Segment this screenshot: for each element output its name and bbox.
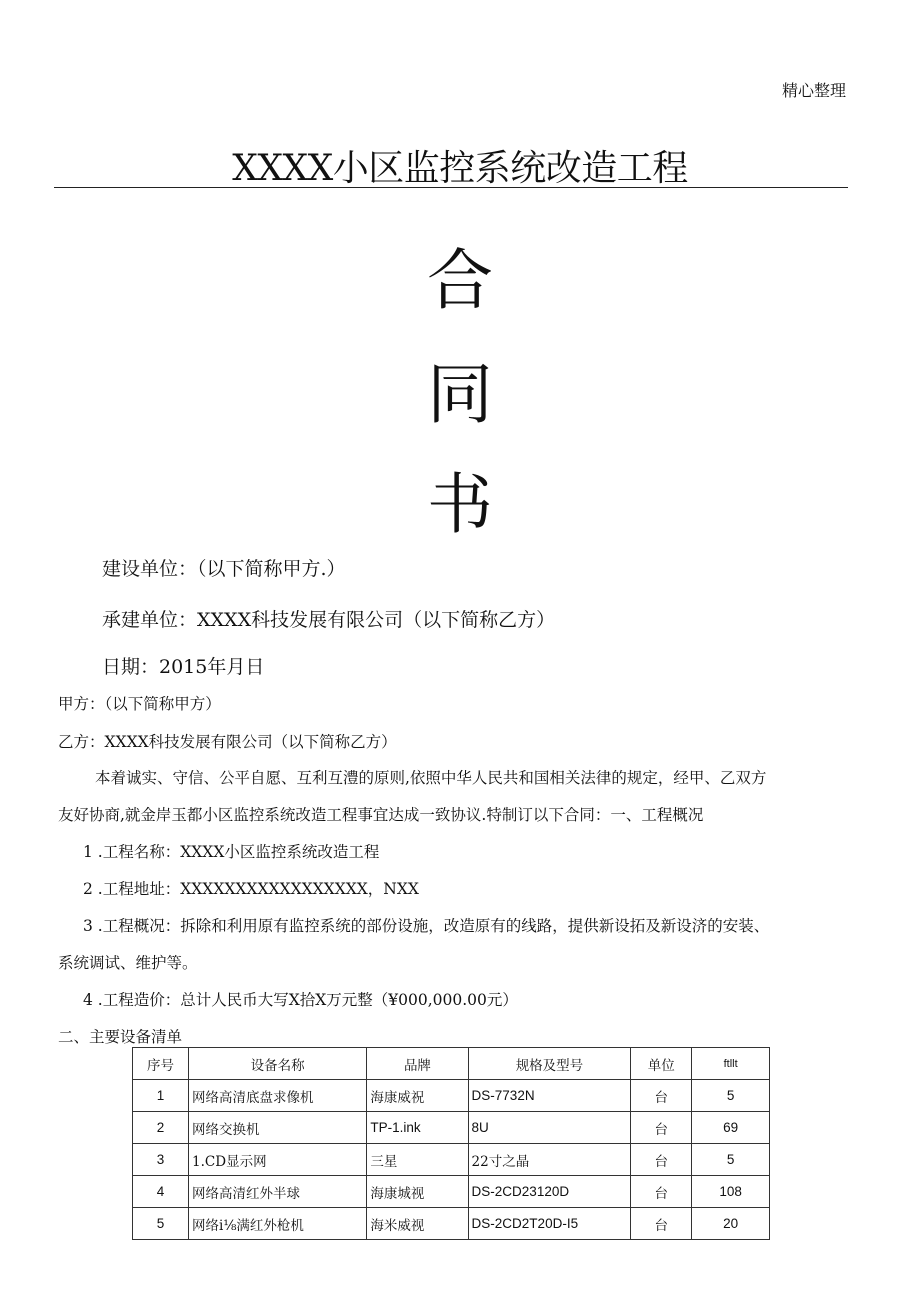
intro-paragraph-line-2: 友好协商,就金岸玉都小区监控系统改造工程事宜达成一致协议.特制订以下合同：一、工程概况	[58, 806, 704, 824]
big-title-char-shu: 书	[427, 466, 493, 543]
header-quantity: ftllt	[692, 1048, 770, 1080]
row-model: DS-2CD23120D	[468, 1176, 631, 1208]
row-unit: 台	[631, 1144, 692, 1176]
row-model: DS-7732N	[468, 1080, 631, 1112]
row-index: 2	[133, 1112, 189, 1144]
project-address-item: 2 .工程地址：XXXXXXXXXXXXXXXXX，NXX	[83, 880, 419, 898]
row-device-name: 1.CD显示网	[189, 1144, 367, 1176]
row-brand: 海康城视	[367, 1176, 468, 1208]
table-row	[133, 1112, 770, 1144]
project-overview-item-line-2: 系统调试、维护等。	[58, 954, 198, 972]
row-index: 4	[133, 1176, 189, 1208]
row-quantity: 5	[692, 1080, 770, 1112]
title-underline	[54, 187, 848, 188]
header-model: 规格及型号	[468, 1048, 631, 1080]
row-device-name: 网络i⅛满红外枪机	[189, 1208, 367, 1240]
row-brand: 海米威视	[367, 1208, 468, 1240]
row-device-name: 网络交换机	[189, 1112, 367, 1144]
intro-paragraph-line-1: 本着诚实、守信、公平自愿、互利互澧的原则,依照中华人民共和国相关法律的规定，经甲、乙双方	[95, 769, 767, 787]
row-index: 5	[133, 1208, 189, 1240]
header-note: 精心整理	[781, 81, 846, 100]
table-row	[133, 1080, 770, 1112]
project-name-item: 1 .工程名称：XXXX小区监控系统改造工程	[83, 843, 380, 861]
date-line: 日期：2015年月日	[102, 656, 265, 678]
big-title-char-tong: 同	[427, 356, 493, 433]
equipment-section-heading: 二、主要设备清单	[58, 1028, 183, 1046]
big-title-char-he: 合	[427, 242, 493, 319]
party-b-line: 乙方：XXXX科技发展有限公司（以下简称乙方）	[58, 733, 397, 751]
equipment-table	[132, 1047, 770, 1240]
contractor-line: 承建单位：XXXX科技发展有限公司（以下简称乙方）	[102, 609, 556, 631]
table-row	[133, 1144, 770, 1176]
table-row	[133, 1176, 770, 1208]
header-unit: 单位	[631, 1048, 692, 1080]
row-unit: 台	[631, 1208, 692, 1240]
header-device-name: 设备名称	[189, 1048, 367, 1080]
row-unit: 台	[631, 1112, 692, 1144]
header-brand: 品牌	[367, 1048, 468, 1080]
row-model: 22寸之晶	[468, 1144, 631, 1176]
row-index: 1	[133, 1080, 189, 1112]
row-brand: 三星	[367, 1144, 468, 1176]
row-quantity: 20	[692, 1208, 770, 1240]
row-device-name: 网络高清红外半球	[189, 1176, 367, 1208]
row-quantity: 69	[692, 1112, 770, 1144]
row-brand: TP-1.ink	[367, 1112, 468, 1144]
table-header-row	[133, 1048, 770, 1080]
header-index: 序号	[133, 1048, 189, 1080]
party-a-line: 甲方：（以下简称甲方）	[58, 695, 221, 713]
row-brand: 海康威祝	[367, 1080, 468, 1112]
row-unit: 台	[631, 1080, 692, 1112]
row-index: 3	[133, 1144, 189, 1176]
document-title: XXXX小区监控系统改造工程	[232, 148, 688, 189]
row-quantity: 5	[692, 1144, 770, 1176]
row-model: DS-2CD2T20D-I5	[468, 1208, 631, 1240]
row-unit: 台	[631, 1176, 692, 1208]
row-quantity: 108	[692, 1176, 770, 1208]
project-overview-item-line-1: 3 .工程概况：拆除和利用原有监控系统的部份设施，改造原有的线路，提供新设拓及新设济的安装、	[83, 917, 770, 935]
row-device-name: 网络高清底盘求像机	[189, 1080, 367, 1112]
row-model: 8U	[468, 1112, 631, 1144]
builder-line: 建设单位：（以下简称甲方.）	[102, 558, 346, 580]
project-cost-item: 4 .工程造价：总计人民币大写X拾X万元整（¥000,000.00元）	[83, 991, 518, 1009]
table-row	[133, 1208, 770, 1240]
